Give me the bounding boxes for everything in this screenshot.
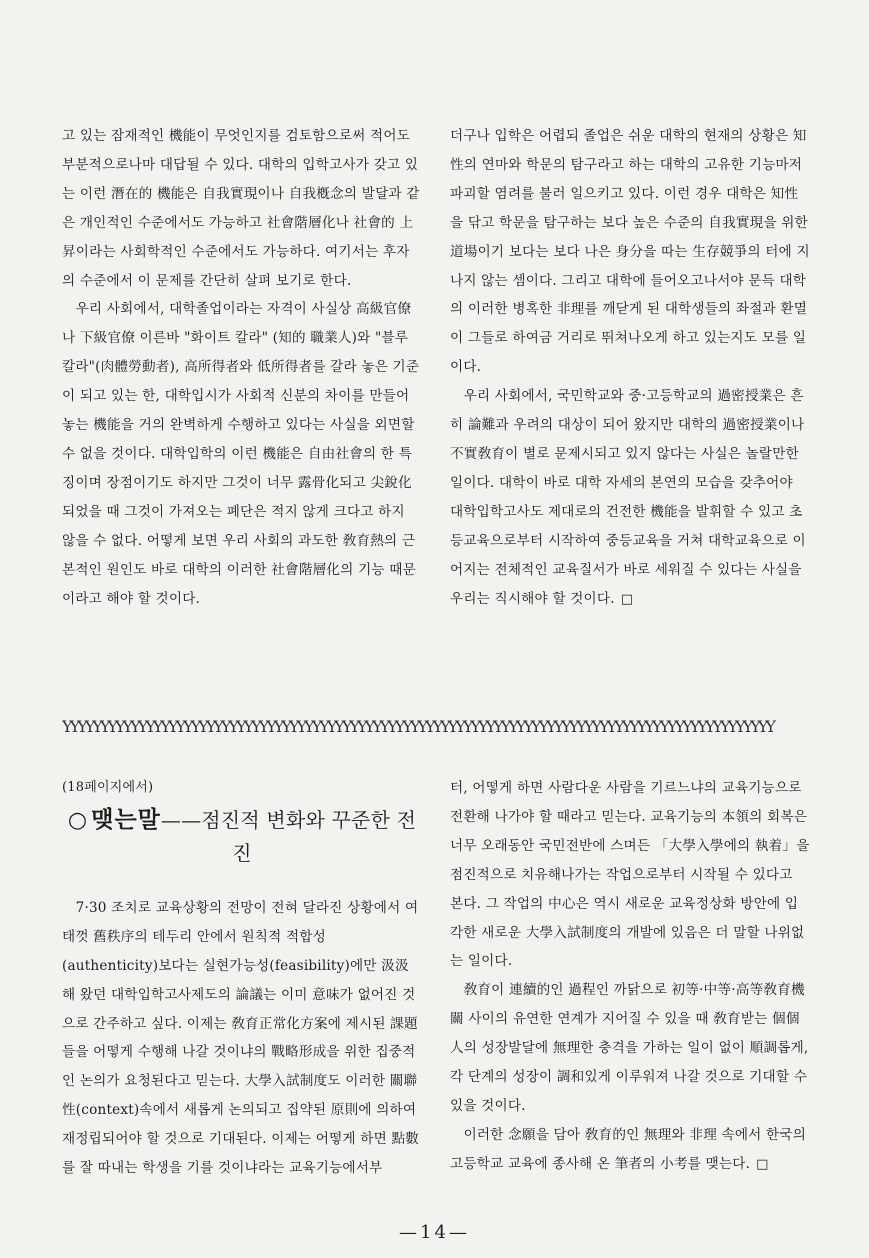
- paragraph-text: 우리 사회에서, 국민학교와 중·고등학교의 過密授業은 흔히 論難과 우려의 대상이 되어 왔지만 대학의 過密授業이나 不實敎育이 별로 문제시되고 있지 않다는 사실은 놀랄만한 일이다. 대학이 바로 대학 자세의 본연의 모습을 갖추어야 대학입학고사도 제대로의 건전한 機能을 발휘할 수 있고 초등교육으로부터 시작하여 중등교육을 거쳐 대학교육으로 이어지는 전체적인 교육질서가 바로 세워질 수 있다는 사실을 우리는 직시해야 할 것이다.: [450, 388, 806, 607]
- paragraph: 우리 사회에서, 대학졸업이라는 자격이 사실상 高級官僚나 下級官僚 이른바 "화이트 칼라" (知的 職業人)와 "블루 칼라"(肉體勞動者), 高所得者와 低所得者를 갈라 놓은 기준이 되고 있는 한, 대학입시가 사회적 신분의 차이를 만들어 놓는 機能을 거의 완벽하게 수행하고 있다는 사실을 외면할 수 없을 것이다. 대학입학의 이런 機能은 自由社會의 한 특징이며 장점이기도 하지만 그것이 너무 露骨化되고 尖銳化되었을 때 그것이 가져오는 폐단은 적지 않게 크다고 하지 않을 수 없다. 어떻게 보면 우리 사회의 과도한 敎育熱의 근본적인 원인도 바로 대학의 이러한 社會階層化의 기능 때문이라고 해야 할 것이다.: [62, 301, 420, 607]
- section-heading: [62, 803, 422, 870]
- paragraph: [450, 1121, 810, 1180]
- end-mark-icon: □: [620, 591, 634, 607]
- ornamental-divider: ΥΥΥΥΥΥΥΥΥΥΥΥΥΥΥΥΥΥΥΥΥΥΥΥΥΥΥΥΥΥΥΥΥΥΥΥΥΥΥΥΥΥΥΥΥΥΥΥΥΥΥΥΥΥΥΥΥΥΥΥΥΥΥΥΥΥΥΥΥΥΥΥΥΥΥΥΥΥΥΥΥΥΥΥΥΥΥΥΥΥΥΥΥΥ: [62, 717, 773, 736]
- paragraph-text: 이러한 念願을 담아 敎育的인 無理와 非理 속에서 한국의 고등학교 교육에 종사해 온 筆者의 小考를 맺는다.: [450, 1126, 807, 1172]
- page-number: —14—: [399, 1222, 470, 1243]
- heading-main: 맺는말: [91, 805, 161, 833]
- end-mark-icon: □: [756, 1156, 769, 1172]
- circle-mark-icon: ○: [67, 807, 88, 833]
- paragraph: 터, 어떻게 하면 사람다운 사람을 기르느냐의 교육기능으로 전환해 나가야 할 때라고 믿는다. 교육기능의 本領의 회복은 너무 오래동안 국민전반에 스며든 「大學入學에의 執着」을 점진적으로 치유해나가는 작업으로부터 시작될 수 있다고 본다. 그 작업의 中心은 역시 새로운 교육정상화 방안에 입각한 새로운 大學入試制度의 개발에 있음은 더 말할 나위없는 일이다.: [450, 780, 810, 970]
- paragraph: 고 있는 잠재적인 機能이 무엇인지를 검토함으로써 적어도 부분적으로나마 대답될 수 있다. 대학의 입학고사가 갖고 있는 이런 潛在的 機能은 自我實現이나 自我槪念의 발달과 같은 개인적인 수준에서도 가능하고 社會階層化나 社會的 上昇이라는 사회학적인 수준에서도 가능하다. 여기서는 후자의 수준에서 이 문제를 간단히 살펴 보기로 한다.: [62, 128, 420, 289]
- bottom-right-column: [450, 774, 810, 1180]
- heading-sub: ——점진적 변화와 꾸준한 전진: [160, 807, 417, 865]
- paragraph: 7·30 조치로 교육상황의 전망이 전혀 달라진 상황에서 여태껏 舊秩序의 테두리 안에서 원칙적 적합성(authenticity)보다는 실현가능성(feasibility)에만 汲汲해 왔던 대학입학고사제도의 論議는 이미 意味가 없어진 것으로 간주하고 싶다. 이제는 敎育正常化方案에 제시된 課題들을 어떻게 수행해 나갈 것이냐의 戰略形成을 위한 집중적인 논의가 요청된다고 믿는다. 大學入試制度도 이러한 關聯性(context)속에서 새롭게 논의되고 집약된 原則에 의하여 재정립되어야 할 것으로 기대된다. 이제는 어떻게 하면 點數를 잘 따내는 학생을 기를 것이냐라는 교육기능에서부: [62, 899, 420, 1177]
- top-left-column: [62, 122, 422, 613]
- paragraph: 敎育이 連續的인 過程인 까닭으로 初等·中等·高等敎育機關 사이의 유연한 연계가 지어질 수 있을 때 敎育받는 個個人의 성장발달에 無理한 충격을 가하는 일이 없이 順調롭게, 각 단계의 성장이 調和있게 이루워져 나갈 것으로 기대할 수 있을 것이다.: [450, 982, 809, 1114]
- continued-from-label: (18페이지에서): [62, 780, 154, 795]
- paragraph: [450, 382, 810, 614]
- top-right-column: [450, 122, 810, 614]
- paragraph: 더구나 입학은 어렵되 졸업은 쉬운 대학의 현재의 상황은 知性의 연마와 학문의 탐구라고 하는 대학의 고유한 기능마저 파괴할 염려를 불러 일으키고 있다. 이런 경우 대학은 知性을 닦고 학문을 탐구하는 보다 높은 수준의 自我實現을 위한 道場이기 보다는 보다 나은 身分을 따는 生存競爭의 터에 지나지 않는 셈이다. 그리고 대학에 들어오고나서야 문득 대학의 이러한 병혹한 非理를 깨닫게 된 대학생들의 좌절과 환멸이 그들로 하여금 거리로 뛰쳐나오게 하고 있는지도 모를 일이다.: [450, 128, 810, 376]
- bottom-left-column: [62, 774, 422, 1183]
